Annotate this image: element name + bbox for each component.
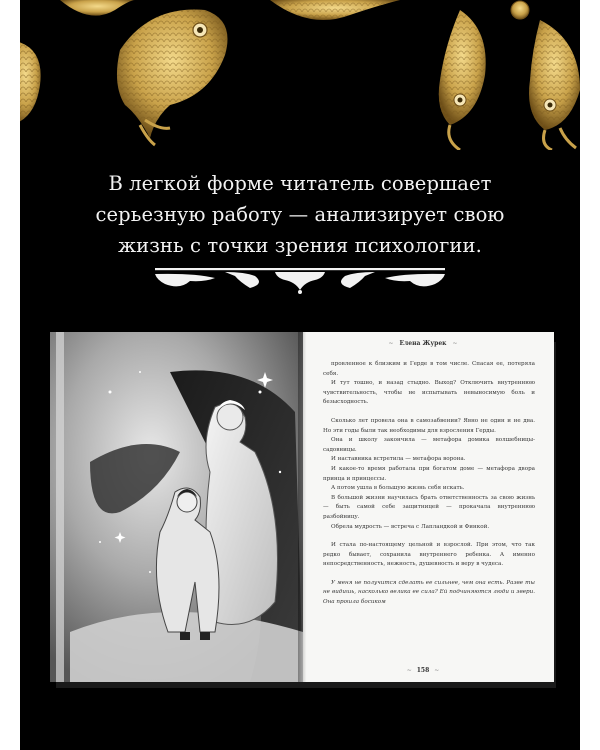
paragraph: В большой жизни научилась брать ответственность за свою жизнь — быть самой себе защитницей — прокачала внутреннюю разбойницу. bbox=[323, 494, 535, 520]
paragraph: Она и школу закончила — метафора домика волшебницы-садовницы. bbox=[323, 437, 535, 453]
flourish-right-icon: ~ bbox=[434, 667, 440, 674]
paragraph: И наставника встретила — метафора ворона. bbox=[331, 456, 466, 463]
page-number-value: 158 bbox=[416, 667, 430, 674]
paragraph: А потом ушла в большую жизнь себя искать. bbox=[331, 485, 465, 492]
headline-line-1: В легкой форме читатель совершает bbox=[108, 172, 492, 195]
headline-line-3: жизнь с точки зрения психологии. bbox=[118, 234, 482, 257]
open-book bbox=[50, 332, 554, 682]
book-spine bbox=[298, 332, 312, 682]
flourish-right-icon: ~ bbox=[452, 340, 458, 347]
running-head bbox=[303, 340, 543, 347]
illustration-page bbox=[50, 332, 303, 682]
page-text bbox=[323, 360, 535, 608]
paragraph: И тут тошно, и назад стыдно. Выход? Отключить внутреннюю чувствительность, чтобы не испытывать невыносимую боль и безысходность. bbox=[323, 380, 535, 406]
flourish-left-icon: ~ bbox=[406, 667, 412, 674]
paragraph: Обрела мудрость — встреча с Лапландкой и Финкой. bbox=[331, 523, 490, 530]
text-page bbox=[303, 332, 554, 682]
page-number bbox=[303, 667, 543, 674]
paragraph: И стала по-настоящему цельной и взрослой. При этом, что так редко бывает, сохранила внутреннего ребенка. А именно непосредственность, нежность, душевность и веру в чудеса. bbox=[323, 542, 535, 568]
paragraph: провленное к близким и Герде в том числе. Спасая ее, потеряла себя. bbox=[323, 361, 535, 377]
paragraph: И какое-то время работала при богатом доме — метафора двора принца и принцессы. bbox=[323, 465, 535, 482]
decorative-scroll-divider-icon bbox=[155, 262, 445, 296]
golden-fish-ornament-icon bbox=[20, 0, 580, 150]
book-promo-page bbox=[20, 0, 580, 750]
quote-paragraph: У меня не получится сделать ее сильнее, чем она есть. Разве ты не видишь, насколько велика ее сила? Ей подчиняются люди и звери. Она прошла босиком bbox=[323, 579, 535, 606]
promo-headline bbox=[50, 168, 550, 261]
paragraph: Сколько лет провела она в самозабвении? Явно не один и не два. Но эти годы были так необходимы для взросления Герды. bbox=[323, 417, 535, 434]
flourish-left-icon: ~ bbox=[388, 340, 394, 347]
headline-line-2: серьезную работу — анализирует свою bbox=[95, 203, 505, 226]
two-figures-illustration-icon bbox=[50, 332, 303, 682]
author-name: Елена Журек bbox=[399, 340, 447, 347]
